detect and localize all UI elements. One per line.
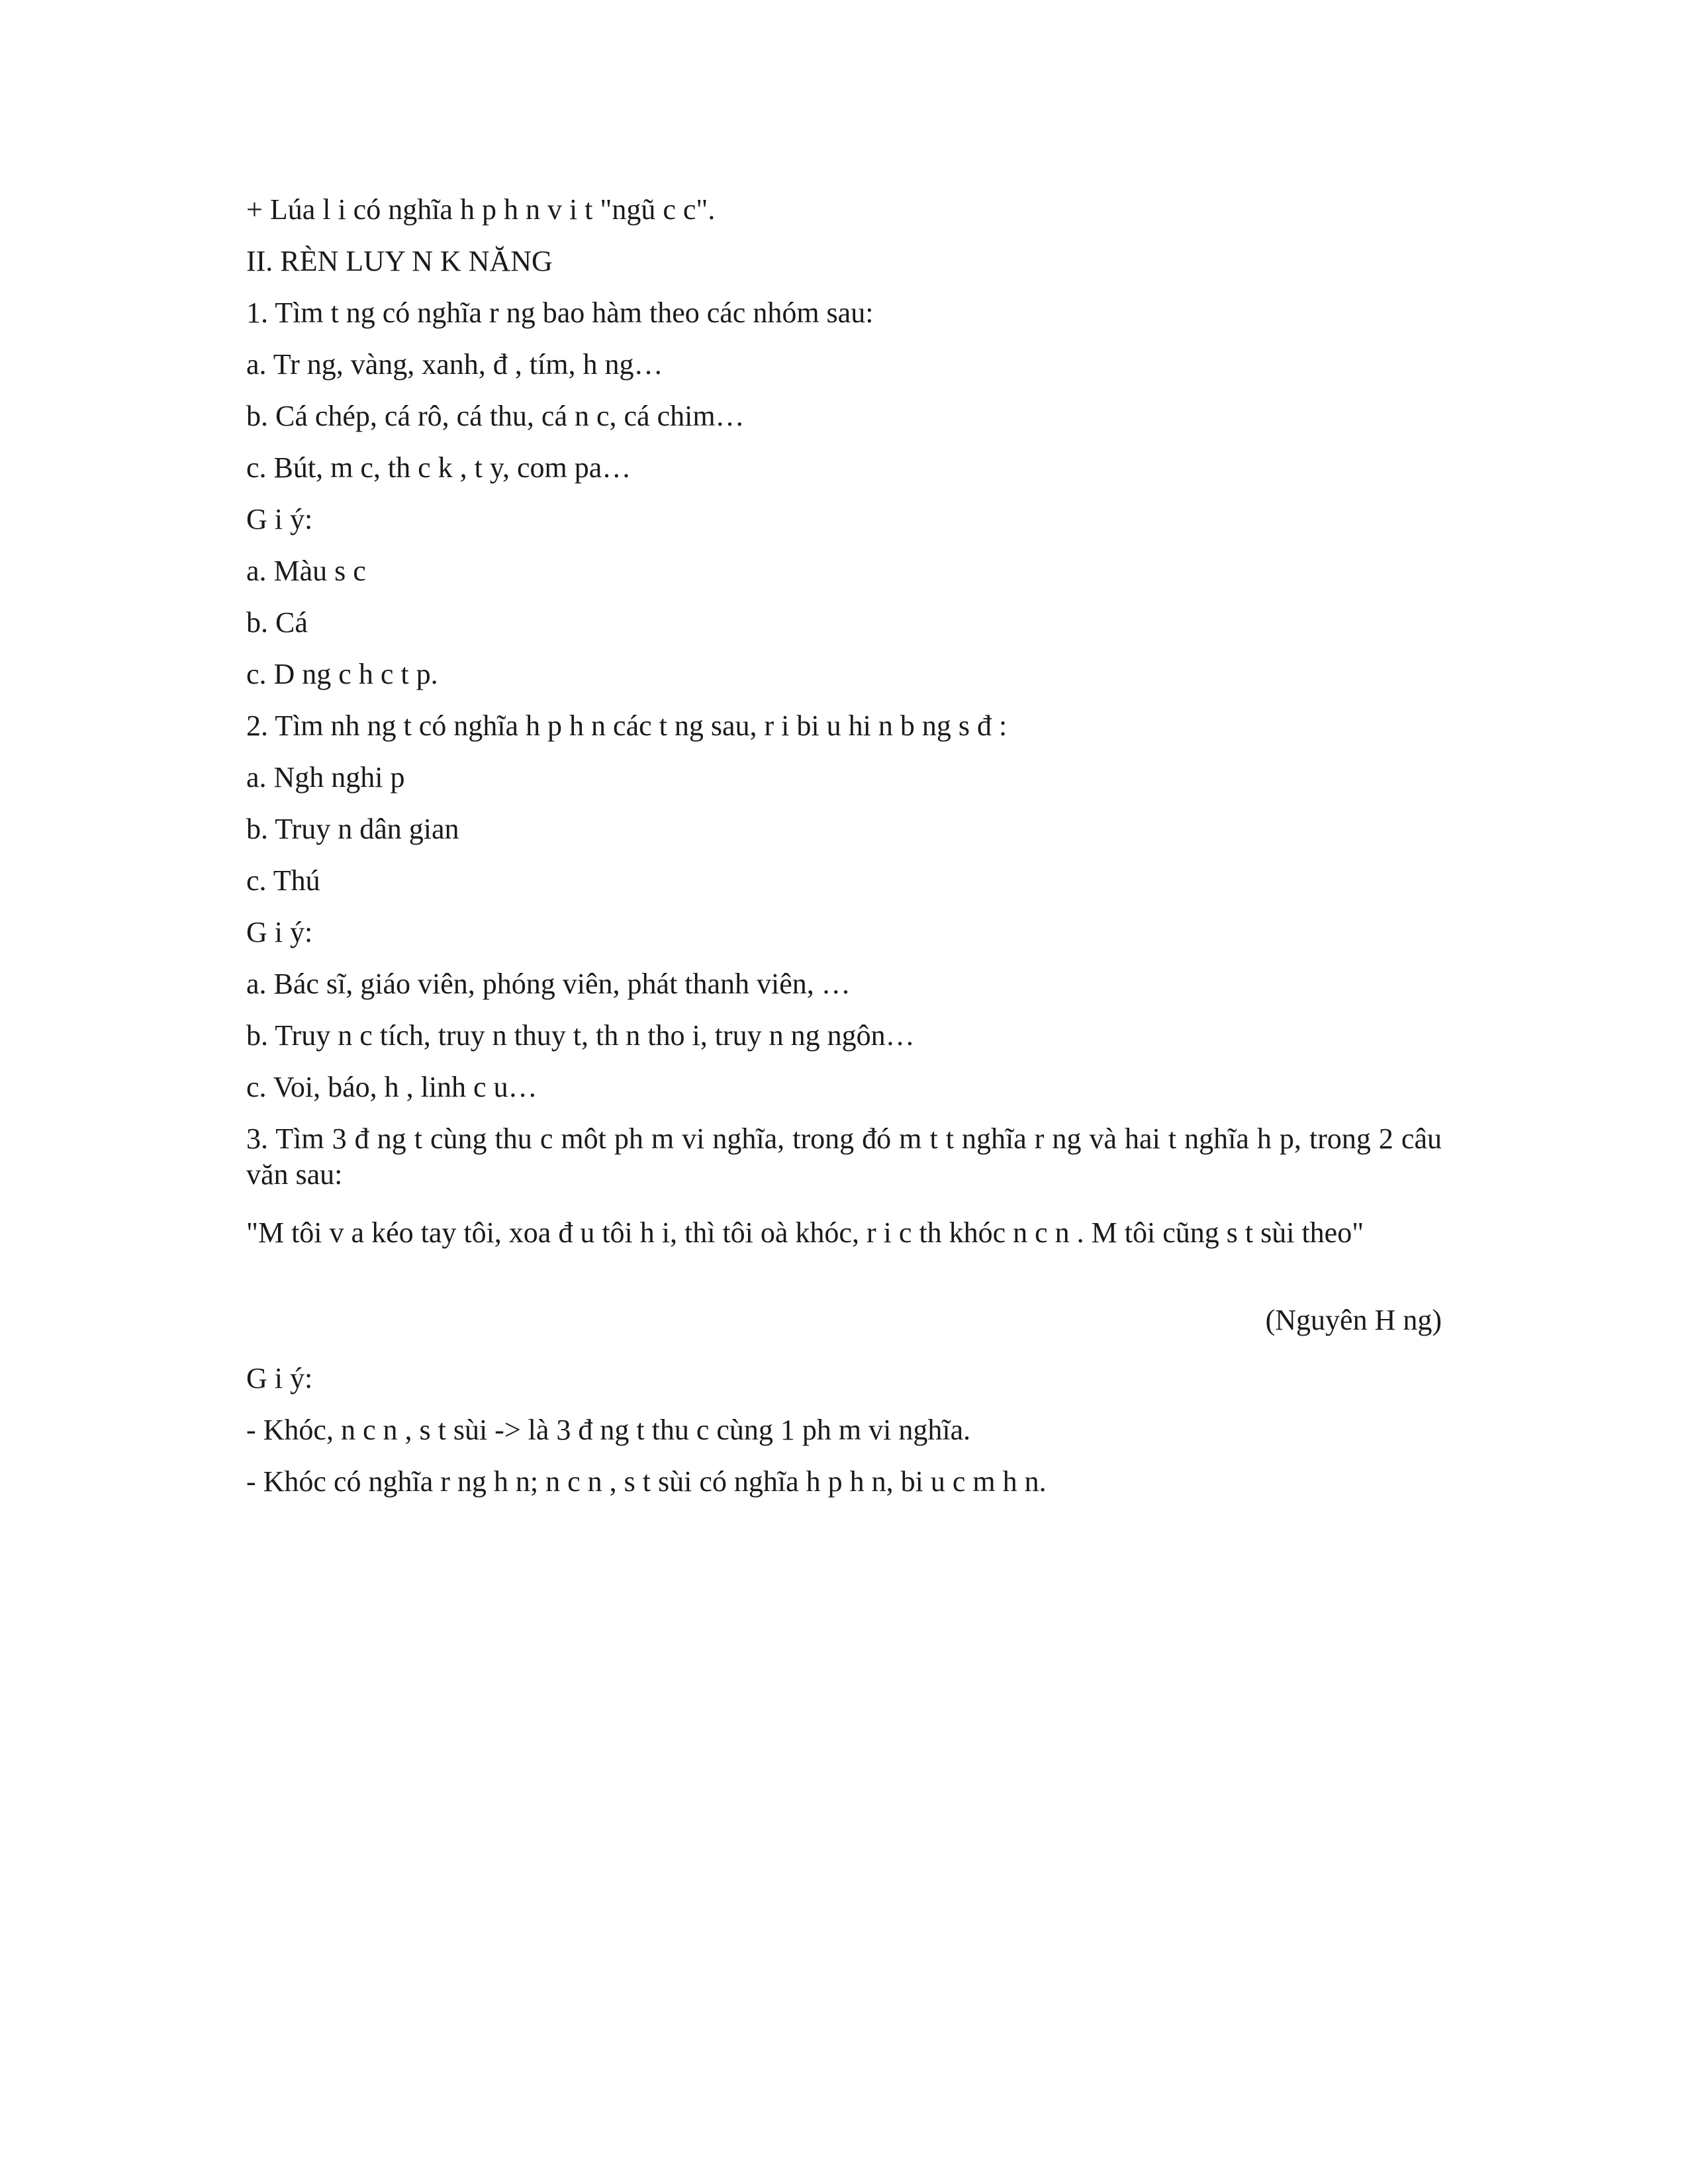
hint-label: G i ý: xyxy=(246,916,313,948)
list-item: c. Voi, báo, h , linh c u… xyxy=(246,1071,538,1103)
list-item: c. Bút, m c, th c k , t y, com pa… xyxy=(246,451,632,484)
list-item: b. Cá xyxy=(246,606,308,639)
answer-line: - Khóc, n c n , s t sùi -> là 3 đ ng t thu c cùng 1 ph m vi nghĩa. xyxy=(246,1414,971,1446)
list-item: a. Màu s c xyxy=(246,555,366,587)
hint-label: G i ý: xyxy=(246,1362,313,1394)
list-item: a. Ngh nghi p xyxy=(246,761,405,794)
list-item: b. Cá chép, cá rô, cá thu, cá n c, cá chim… xyxy=(246,400,745,432)
list-item: b. Truy n dân gian xyxy=(246,813,459,845)
section-heading: II. RÈN LUY N K NĂNG xyxy=(246,245,553,277)
question-1: 1. Tìm t ng có nghĩa r ng bao hàm theo các nhóm sau: xyxy=(246,296,874,329)
list-item: c. Thú xyxy=(246,864,320,897)
list-item: c. D ng c h c t p. xyxy=(246,658,438,690)
list-item: b. Truy n c tích, truy n thuy t, th n tho i, truy n ng ngôn… xyxy=(246,1019,915,1052)
list-item: a. Tr ng, vàng, xanh, đ , tím, h ng… xyxy=(246,348,663,381)
quote: "M tôi v a kéo tay tôi, xoa đ u tôi h i, thì tôi oà khóc, r i c th khóc n c n . M tôi cũng s t sùi theo" xyxy=(246,1216,1364,1249)
quote-attribution: (Nguyên H ng) xyxy=(1265,1304,1442,1336)
question-2: 2. Tìm nh ng t có nghĩa h p h n các t ng sau, r i bi u hi n b ng s đ : xyxy=(246,709,1008,742)
text-line: + Lúa l i có nghĩa h p h n v i t "ngũ c c". xyxy=(246,193,716,226)
hint-label: G i ý: xyxy=(246,503,313,535)
question-3: 3. Tìm 3 đ ng t cùng thu c môt ph m vi nghĩa, trong đó m t t nghĩa r ng và hai t nghĩa h p, trong 2 câu văn sau: xyxy=(246,1122,1442,1191)
answer-line: - Khóc có nghĩa r ng h n; n c n , s t sùi có nghĩa h p h n, bi u c m h n. xyxy=(246,1465,1047,1498)
list-item: a. Bác sĩ, giáo viên, phóng viên, phát thanh viên, … xyxy=(246,968,851,1000)
